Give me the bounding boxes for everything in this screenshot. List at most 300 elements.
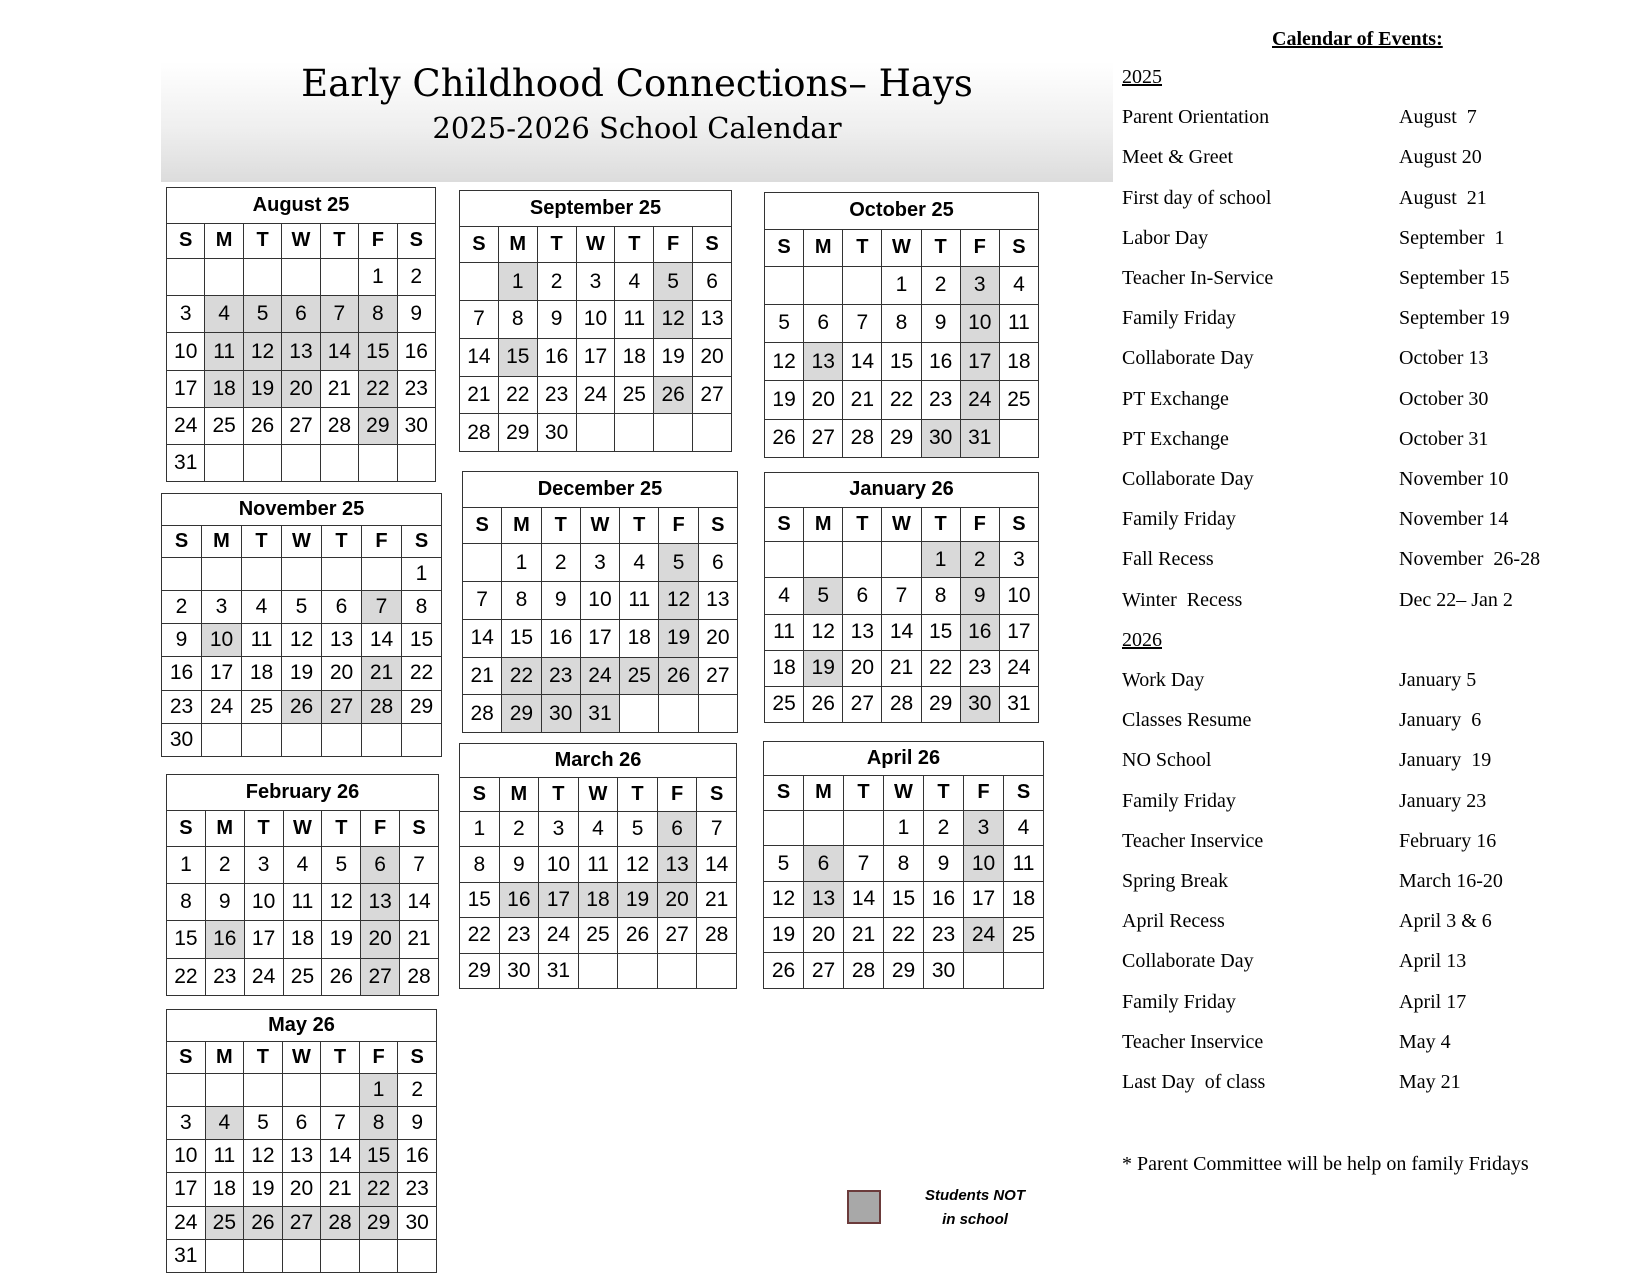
day-cell: 22 [498,376,537,414]
event-date: January 5 [1399,669,1477,691]
day-cell: 9 [205,883,244,920]
empty-cell [964,953,1004,989]
day-cell: 5 [804,578,843,614]
day-cell: 6 [361,846,400,883]
day-cell: 23 [924,917,964,953]
day-cell: 30 [541,695,580,733]
week-row [765,650,1039,686]
day-cell: 4 [620,544,659,582]
week-row [167,921,439,958]
weekday-label: T [921,229,960,266]
weekday-label: F [362,525,402,557]
month-name: February 26 [167,775,439,811]
empty-cell [844,810,884,846]
week-row [765,266,1039,304]
empty-cell [242,557,282,590]
day-cell: 20 [657,882,697,917]
month-name: September 25 [460,191,732,227]
page-title: Early Childhood Connections– Hays [301,62,973,105]
day-cell: 25 [283,958,322,995]
week-row [167,1206,437,1239]
day-cell: 24 [964,917,1004,953]
day-cell: 9 [398,1106,437,1139]
day-cell: 17 [539,882,579,917]
day-cell: 18 [578,882,618,917]
event-date: August 7 [1399,106,1477,129]
day-cell: 9 [499,847,539,882]
day-cell: 3 [576,263,615,301]
day-cell: 22 [359,370,397,407]
day-cell: 7 [844,846,884,882]
month-table [161,493,442,757]
day-cell: 19 [764,917,804,953]
day-cell: 25 [242,690,282,723]
day-cell: 16 [205,921,244,958]
empty-cell [359,444,397,481]
week-row [167,883,439,920]
event-name: Family Friday [1122,990,1236,1013]
week-row [765,542,1039,578]
day-cell: 8 [167,883,206,920]
month-name: November 25 [162,494,442,526]
day-cell: 2 [541,544,580,582]
month-calendar [764,192,1039,458]
day-cell: 2 [499,811,539,846]
day-cell: 20 [361,921,400,958]
day-cell: 31 [999,686,1038,722]
weekday-label: W [282,1041,321,1073]
week-row [460,953,737,988]
week-row [460,414,732,452]
empty-cell [167,1073,206,1106]
empty-cell [202,723,242,756]
day-cell: 1 [359,1073,398,1106]
day-cell: 30 [162,723,202,756]
day-cell: 10 [964,846,1004,882]
day-cell: 19 [765,381,804,419]
event-row [1122,388,1642,416]
weekday-label: M [202,525,242,557]
day-cell: 14 [882,614,921,650]
day-cell: 28 [843,419,882,457]
day-cell: 16 [397,333,435,370]
week-row [764,953,1044,989]
event-name: Last Day of class [1122,1071,1266,1093]
weekday-label: S [463,508,502,544]
empty-cell [167,259,205,296]
week-row [765,419,1039,457]
day-cell: 16 [499,882,539,917]
event-date: February 16 [1399,829,1497,852]
week-row [167,1073,437,1106]
weekday-label: S [999,507,1038,542]
day-cell: 30 [397,407,435,444]
weekday-label: T [321,1041,360,1073]
day-cell: 28 [697,918,737,953]
day-cell: 11 [765,614,804,650]
weekday-label: W [580,508,619,544]
empty-cell [764,810,804,846]
month-calendar [459,743,737,989]
day-cell: 15 [460,882,500,917]
day-cell: 14 [697,847,737,882]
empty-cell [657,953,697,988]
day-cell: 29 [921,686,960,722]
day-cell: 13 [698,582,737,620]
day-cell: 27 [843,686,882,722]
day-cell: 26 [282,690,322,723]
weekday-label: T [924,776,964,810]
empty-cell [804,810,844,846]
event-name: Spring Break [1122,870,1229,892]
day-cell: 3 [580,544,619,582]
weekday-label: F [657,777,697,811]
day-cell: 22 [167,958,206,995]
week-row [460,847,737,882]
event-name: Collaborate Day [1122,950,1254,973]
event-date: October 30 [1399,387,1489,410]
day-cell: 5 [659,544,698,582]
day-cell: 4 [578,811,618,846]
day-cell: 10 [539,847,579,882]
weekday-label: W [882,229,921,266]
weekday-label: F [964,776,1004,810]
day-cell: 29 [884,953,924,989]
empty-cell [362,723,402,756]
day-cell: 7 [843,304,882,342]
day-cell: 21 [882,650,921,686]
month-calendar [166,774,439,996]
day-cell: 3 [539,811,579,846]
empty-cell [205,444,243,481]
day-cell: 22 [359,1173,398,1206]
events-title: Calendar of Events: [1272,28,1443,50]
weekday-label: S [167,223,205,259]
week-row [162,690,442,723]
day-cell: 10 [167,1140,206,1173]
day-cell: 10 [202,624,242,657]
day-cell: 8 [359,296,397,333]
event-name: Classes Resume [1122,709,1252,732]
event-name: Parent Orientation [1122,106,1270,129]
weekday-label: W [578,777,618,811]
day-cell: 12 [322,883,361,920]
week-row [765,343,1039,381]
day-cell: 25 [1004,917,1044,953]
day-cell: 28 [844,953,884,989]
week-row [764,810,1044,846]
event-row [1122,347,1642,375]
day-cell: 23 [398,1173,437,1206]
week-row [167,1106,437,1139]
event-name: PT Exchange [1122,387,1229,410]
weekday-label: T [541,508,580,544]
day-cell: 1 [884,810,924,846]
week-row [764,881,1044,917]
month-calendar [166,187,436,482]
day-cell: 15 [167,921,206,958]
weekday-label: F [960,229,999,266]
week-row [765,381,1039,419]
day-cell: 7 [320,296,358,333]
day-cell: 22 [882,381,921,419]
day-cell: 3 [202,590,242,623]
day-cell: 9 [921,304,960,342]
day-cell: 28 [463,695,502,733]
day-cell: 30 [960,686,999,722]
day-cell: 25 [620,657,659,695]
event-date: October 13 [1399,347,1489,370]
day-cell: 2 [921,266,960,304]
day-cell: 11 [1004,846,1044,882]
empty-cell [765,266,804,304]
week-row [167,444,436,481]
weekday-label: F [659,508,698,544]
day-cell: 31 [167,444,205,481]
day-cell: 18 [242,657,282,690]
day-cell: 30 [499,953,539,988]
week-row [765,578,1039,614]
day-cell: 7 [697,811,737,846]
day-cell: 30 [537,414,576,452]
week-row [167,296,436,333]
week-row [167,1140,437,1173]
event-name: Family Friday [1122,789,1236,812]
month-name: April 26 [764,742,1044,776]
day-cell: 27 [693,376,732,414]
empty-cell [843,266,882,304]
day-cell: 8 [460,847,500,882]
empty-cell [321,1073,360,1106]
event-row [1122,468,1642,496]
event-name: Winter Recess [1122,588,1243,611]
week-row [167,407,436,444]
day-cell: 10 [167,333,205,370]
month-calendar [763,741,1044,989]
event-date: Dec 22– Jan 2 [1399,588,1513,611]
weekday-label: S [167,810,206,846]
weekday-label: S [999,229,1038,266]
empty-cell [282,1239,321,1272]
event-row [1122,589,1642,617]
empty-cell [765,542,804,578]
day-cell: 26 [243,407,281,444]
weekday-label: T [843,507,882,542]
month-calendar [462,471,738,733]
event-date: November 26-28 [1399,548,1541,571]
weekday-label: T [539,777,579,811]
day-cell: 24 [244,958,283,995]
day-cell: 20 [282,1173,321,1206]
day-cell: 23 [397,370,435,407]
event-row [1122,1031,1642,1059]
empty-cell [576,414,615,452]
day-cell: 6 [843,578,882,614]
day-cell: 13 [282,1140,321,1173]
weekday-label: S [397,223,435,259]
empty-cell [1004,953,1044,989]
weekday-label: S [765,507,804,542]
event-name: Fall Recess [1122,548,1214,571]
day-cell: 16 [537,338,576,376]
day-cell: 28 [400,958,439,995]
event-row [1122,870,1642,898]
event-row [1122,830,1642,858]
day-cell: 6 [693,263,732,301]
day-cell: 16 [398,1140,437,1173]
day-cell: 11 [578,847,618,882]
day-cell: 9 [541,582,580,620]
weekday-label: M [205,223,243,259]
weekday-label: S [460,227,499,263]
day-cell: 31 [539,953,579,988]
event-name: Meet & Greet [1122,146,1234,169]
weekday-label: F [359,223,397,259]
empty-cell [615,414,654,452]
empty-cell [243,259,281,296]
event-row [1122,910,1642,938]
month-calendar [764,472,1039,723]
day-cell: 10 [960,304,999,342]
empty-cell [460,263,499,301]
week-row [162,557,442,590]
event-row [1122,267,1642,295]
day-cell: 11 [205,1140,244,1173]
day-cell: 24 [999,650,1038,686]
weekday-label: M [498,227,537,263]
day-cell: 24 [580,657,619,695]
month-table [166,774,439,996]
event-date: September 15 [1399,267,1510,289]
weekday-label: T [843,229,882,266]
legend-swatch [847,1190,881,1224]
event-date: April 17 [1399,990,1467,1013]
day-cell: 13 [804,343,843,381]
day-cell: 23 [205,958,244,995]
month-table [166,1009,437,1273]
weekday-label: T [320,223,358,259]
week-row [162,590,442,623]
empty-cell [244,1239,283,1272]
day-cell: 27 [804,953,844,989]
day-cell: 13 [843,614,882,650]
day-cell: 25 [999,381,1038,419]
month-table [166,187,436,482]
empty-cell [398,1239,437,1272]
day-cell: 17 [167,370,205,407]
month-name: October 25 [765,193,1039,230]
day-cell: 21 [460,376,499,414]
day-cell: 13 [282,333,320,370]
weekday-label: T [322,525,362,557]
day-cell: 16 [924,881,964,917]
weekday-label: M [205,810,244,846]
day-cell: 29 [460,953,500,988]
day-cell: 21 [400,921,439,958]
day-cell: 5 [654,263,693,301]
day-cell: 1 [167,846,206,883]
empty-cell [205,259,243,296]
empty-cell [202,557,242,590]
weekday-label: M [804,776,844,810]
month-calendar [459,190,732,452]
day-cell: 4 [1004,810,1044,846]
day-cell: 9 [924,846,964,882]
week-row [765,614,1039,650]
day-cell: 8 [882,304,921,342]
day-cell: 19 [322,921,361,958]
week-row [764,917,1044,953]
empty-cell [618,953,658,988]
day-cell: 13 [361,883,400,920]
day-cell: 15 [502,619,541,657]
day-cell: 7 [321,1106,360,1139]
day-cell: 8 [359,1106,398,1139]
day-cell: 31 [580,695,619,733]
event-date: May 21 [1399,1071,1461,1093]
week-row [765,304,1039,342]
day-cell: 15 [359,1140,398,1173]
event-name: Collaborate Day [1122,347,1254,370]
day-cell: 14 [463,619,502,657]
event-row [1122,508,1642,536]
day-cell: 9 [960,578,999,614]
day-cell: 4 [615,263,654,301]
day-cell: 12 [765,343,804,381]
weekday-label: S [765,229,804,266]
day-cell: 29 [359,407,397,444]
empty-cell [282,723,322,756]
day-cell: 8 [884,846,924,882]
empty-cell [205,1073,244,1106]
empty-cell [659,695,698,733]
day-cell: 17 [960,343,999,381]
weekday-label: T [615,227,654,263]
weekday-label: W [282,223,320,259]
weekday-label: M [804,507,843,542]
event-date: March 16-20 [1399,870,1503,892]
day-cell: 18 [283,921,322,958]
day-cell: 19 [618,882,658,917]
weekday-label: W [576,227,615,263]
day-cell: 2 [397,259,435,296]
day-cell: 15 [921,614,960,650]
weekday-label: T [242,525,282,557]
weekday-label: T [244,810,283,846]
month-table [763,741,1044,989]
day-cell: 12 [282,624,322,657]
day-cell: 15 [882,343,921,381]
weekday-label: W [283,810,322,846]
events-year-heading: 2025 [1122,66,1162,88]
event-row [1122,307,1642,335]
day-cell: 26 [764,953,804,989]
event-row [1122,669,1642,697]
week-row [167,958,439,995]
day-cell: 16 [921,343,960,381]
day-cell: 5 [618,811,658,846]
day-cell: 12 [654,301,693,339]
empty-cell [362,557,402,590]
day-cell: 17 [167,1173,206,1206]
week-row [460,338,732,376]
day-cell: 22 [502,657,541,695]
day-cell: 28 [321,1206,360,1239]
legend-label [910,1184,1040,1232]
event-date: August 20 [1399,146,1482,169]
week-row [162,723,442,756]
day-cell: 3 [167,296,205,333]
